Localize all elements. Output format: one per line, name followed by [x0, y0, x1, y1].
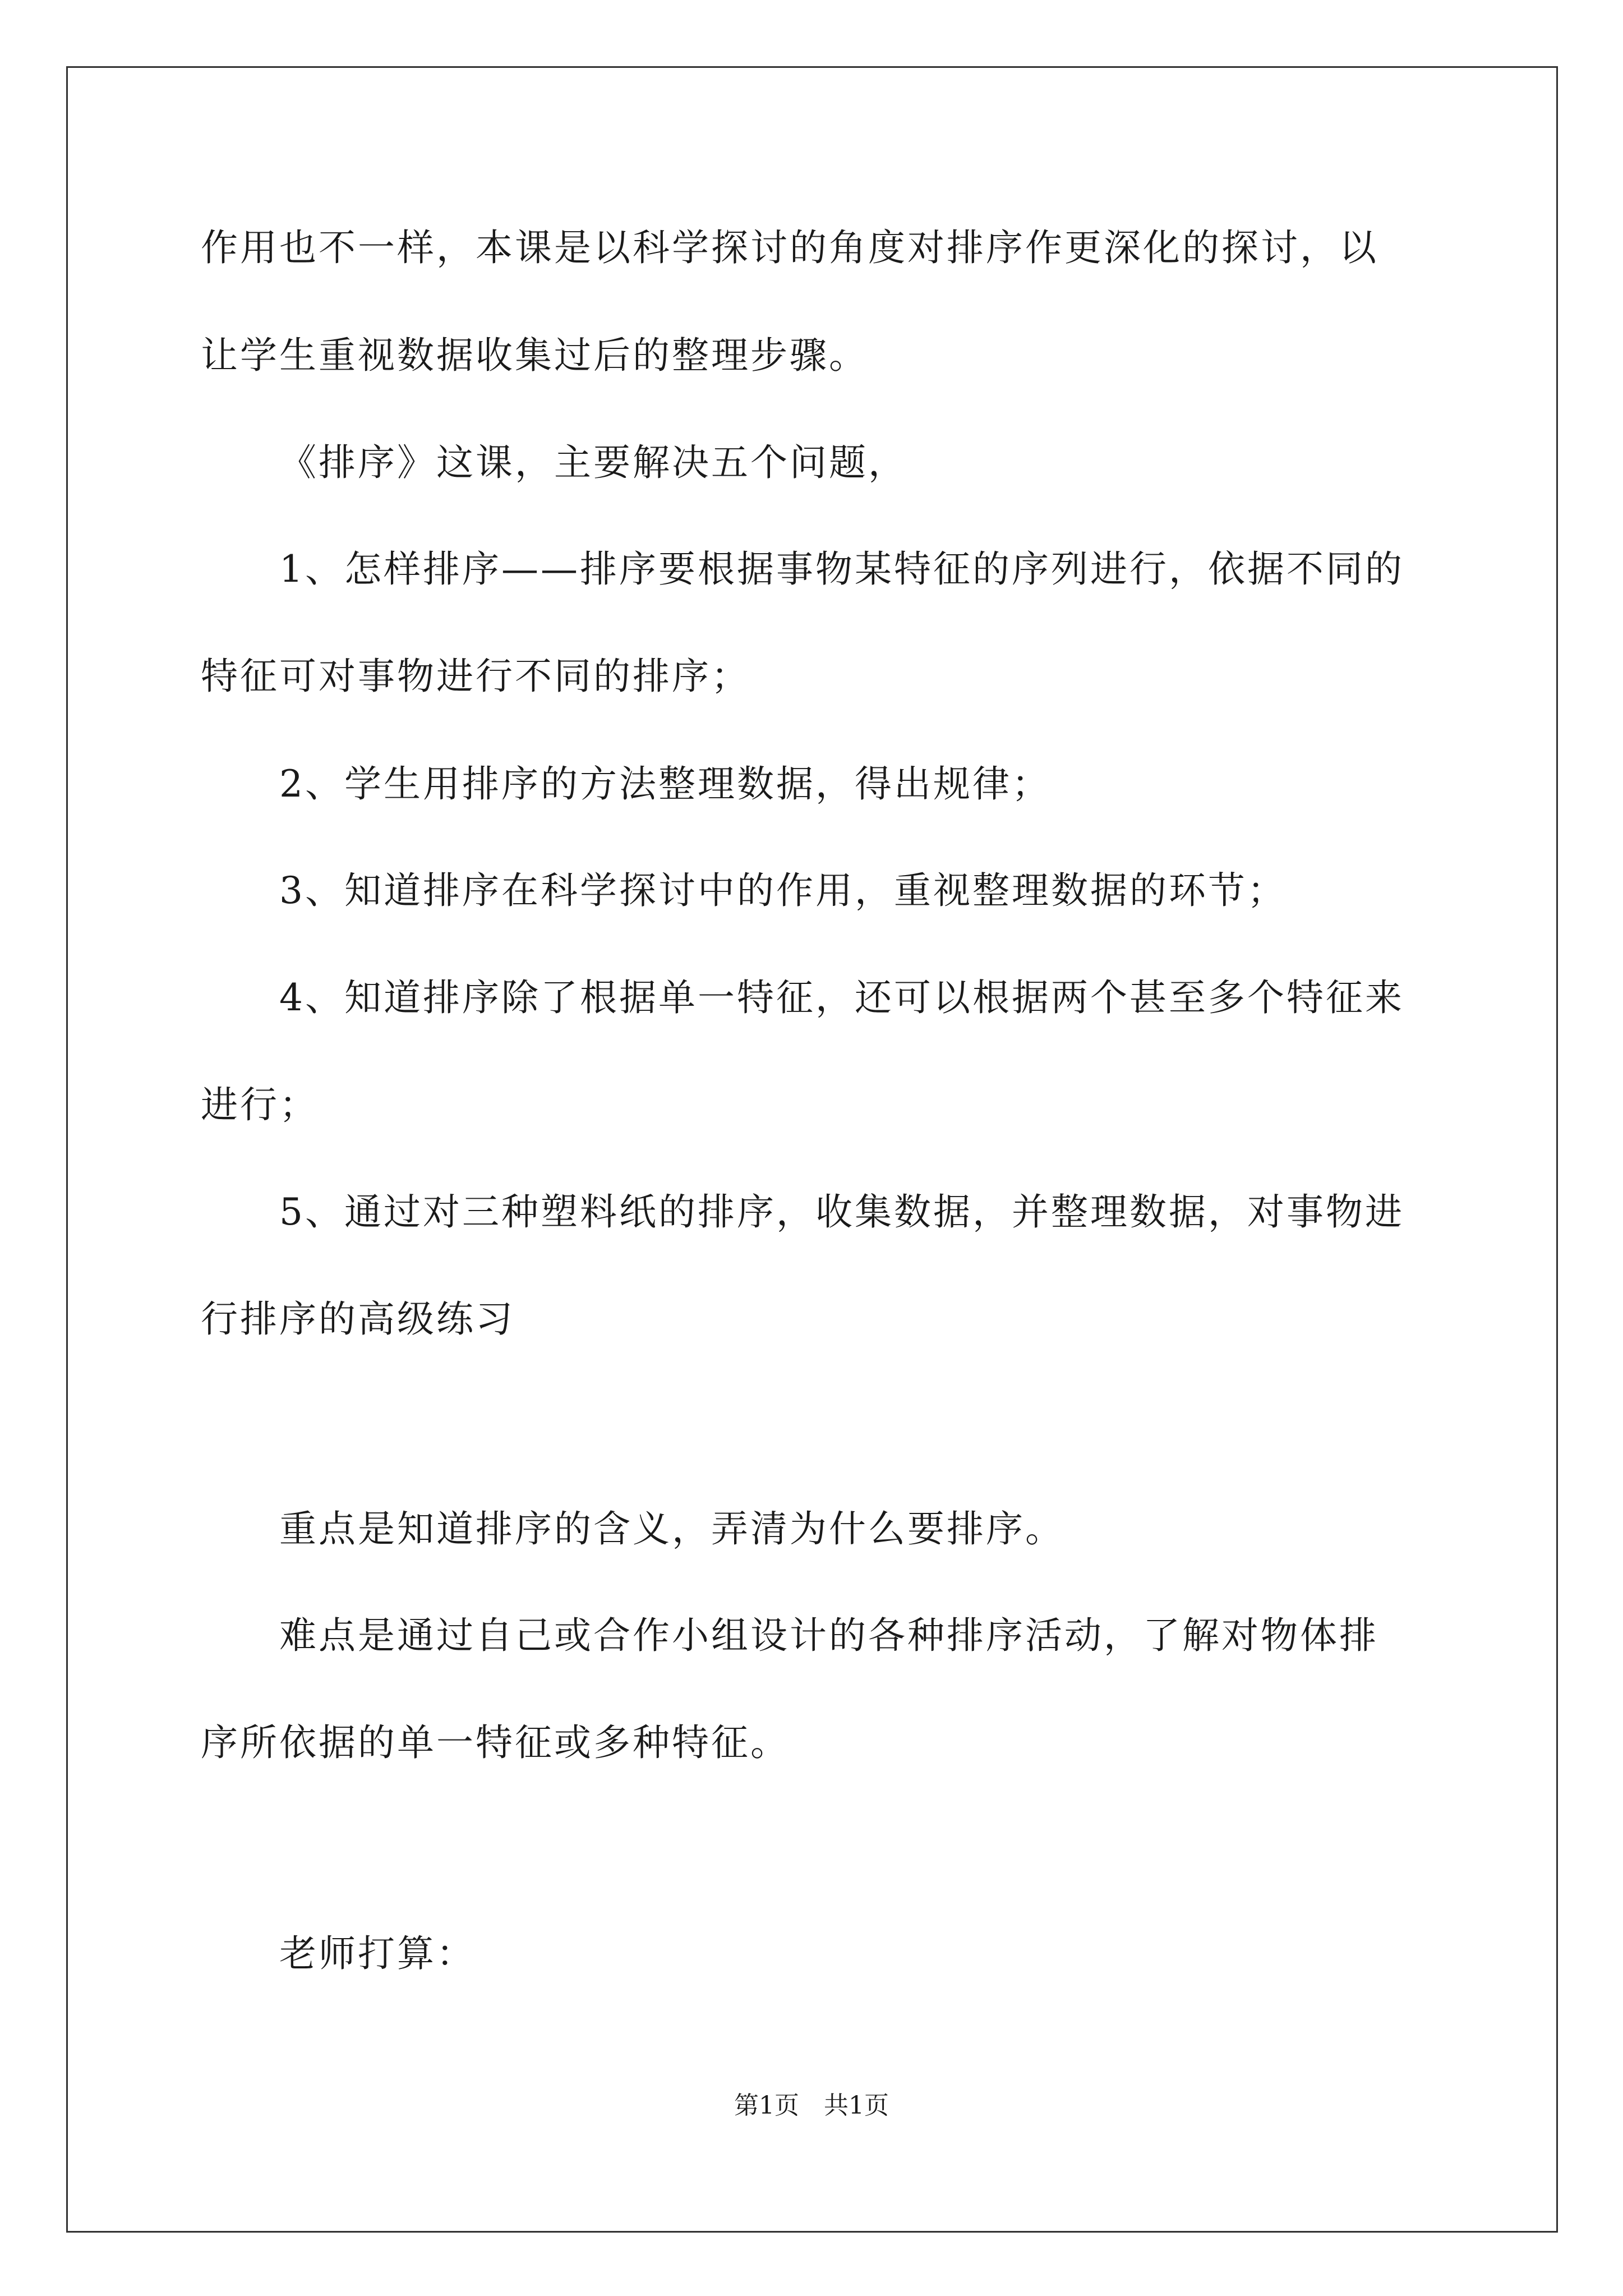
key-point-paragraph: 重点是知道排序的含义，弄清为什么要排序。 [279, 1507, 1064, 1550]
list-item-2: 2、学生用排序的方法整理数据，得出规律； [279, 762, 1051, 806]
list-item-1-line: 特征可对事物进行不同的排序； [201, 655, 750, 698]
difficulty-paragraph-line: 序所依据的单一特征或多种特征。 [201, 1721, 790, 1764]
list-item-4-line: 4、知道排序除了根据单一特征，还可以根据两个甚至多个特征来 [279, 976, 1404, 1019]
list-item-5-line: 5、通过对三种塑料纸的排序，收集数据，并整理数据，对事物进 [279, 1190, 1404, 1234]
paragraph-line: 《排序》这课，主要解决五个问题， [279, 441, 907, 484]
teacher-plan-heading: 老师打算： [279, 1932, 476, 1975]
paragraph-line: 作用也不一样，本课是以科学探讨的角度对排序作更深化的探讨，以 [201, 226, 1378, 269]
list-item-1-line: 1、怎样排序——排序要根据事物某特征的序列进行，依据不同的 [279, 547, 1404, 591]
difficulty-paragraph-line: 难点是通过自己或合作小组设计的各种排序活动，了解对物体排 [279, 1614, 1378, 1657]
page-number-footer: 第1页 共1页 [734, 2091, 889, 2120]
list-item-4-line: 进行； [201, 1083, 319, 1126]
page-border [66, 66, 1558, 2233]
paragraph-line: 让学生重视数据收集过后的整理步骤。 [201, 334, 868, 377]
list-item-3: 3、知道排序在科学探讨中的作用，重视整理数据的环节； [279, 869, 1287, 912]
list-item-5-line: 行排序的高级练习 [201, 1297, 515, 1341]
